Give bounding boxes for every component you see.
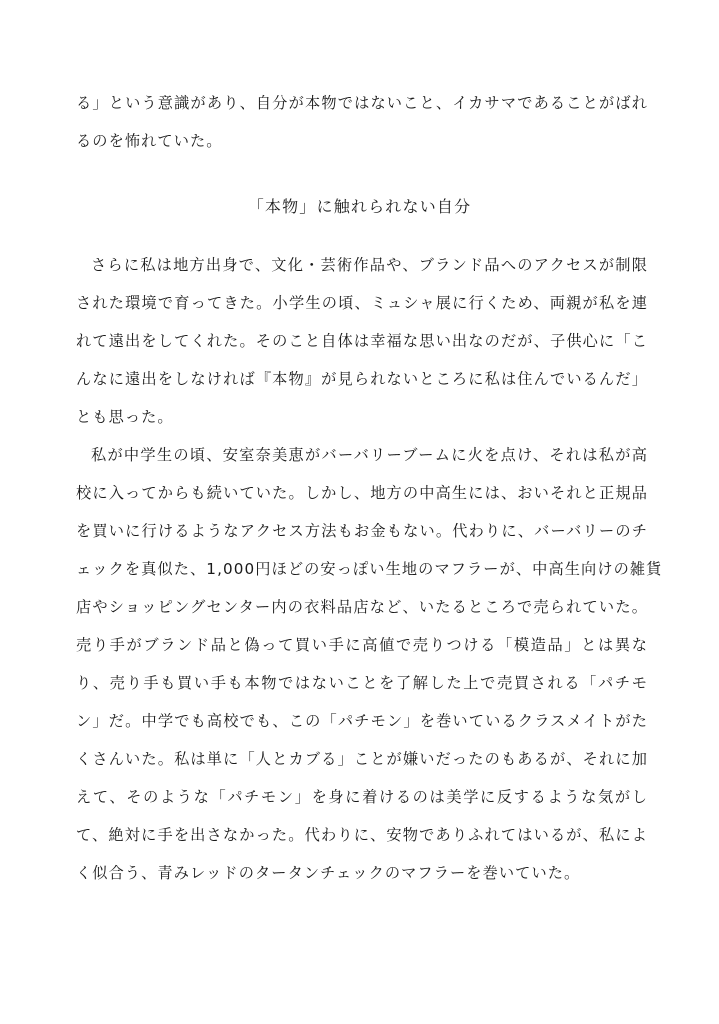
body-text-line: ン」だ。中学でも高校でも、この「パチモン」を巻いているクラスメイトがた	[76, 712, 648, 730]
body-text-line: く似合う、青みレッドのタータンチェックのマフラーを巻いていた。	[76, 864, 581, 882]
body-text-line: て、絶対に手を出さなかった。代わりに、安物でありふれてはいるが、私によ	[76, 826, 648, 844]
body-text-line: を買いに行けるようなアクセス方法もお金もない。代わりに、バーバリーのチ	[76, 522, 648, 540]
body-text-line: 店やショッピングセンター内の衣料品店など、いたるところで売られていた。	[76, 598, 648, 616]
body-text-line: 売り手がブランド品と偽って買い手に高値で売りつける「模造品」とは異な	[76, 636, 648, 654]
body-text-line: り、売り手も買い手も本物ではないことを了解した上で売買される「パチモ	[76, 674, 648, 692]
body-text-line: ェックを真似た、1,000円ほどの安っぽい生地のマフラーが、中高生向けの雑貨	[76, 560, 663, 578]
body-text-line: 校に入ってからも続いていた。しかし、地方の中高生には、おいそれと正規品	[76, 484, 648, 502]
body-text-line: された環境で育ってきた。小学生の頃、ミュシャ展に行くため、両親が私を連	[76, 294, 648, 312]
section-heading: 「本物」に触れられない自分	[247, 197, 472, 216]
paragraph-first-line: さらに私は地方出身で、文化・芸術作品や、ブランド品へのアクセスが制限	[91, 256, 648, 274]
body-text-line: とも思った。	[76, 408, 174, 426]
body-text-line: れて遠出をしてくれた。そのこと自体は幸福な思い出なのだが、子供心に「こ	[76, 332, 648, 350]
body-text-line: くさんいた。私は単に「人とカブる」ことが嫌いだったのもあるが、それに加	[76, 750, 648, 768]
body-text-line: んなに遠出をしなければ『本物』が見られないところに私は住んでいるんだ」	[76, 370, 648, 388]
body-text-line: えて、そのような「パチモン」を身に着けるのは美学に反するような気がし	[76, 788, 648, 806]
paragraph-first-line: 私が中学生の頃、安室奈美恵がバーバリーブームに火を点け、それは私が高	[91, 446, 648, 464]
body-text-line: る」という意識があり、自分が本物ではないこと、イカサマであることがばれ	[76, 94, 648, 112]
body-text-line: るのを怖れていた。	[76, 132, 223, 150]
